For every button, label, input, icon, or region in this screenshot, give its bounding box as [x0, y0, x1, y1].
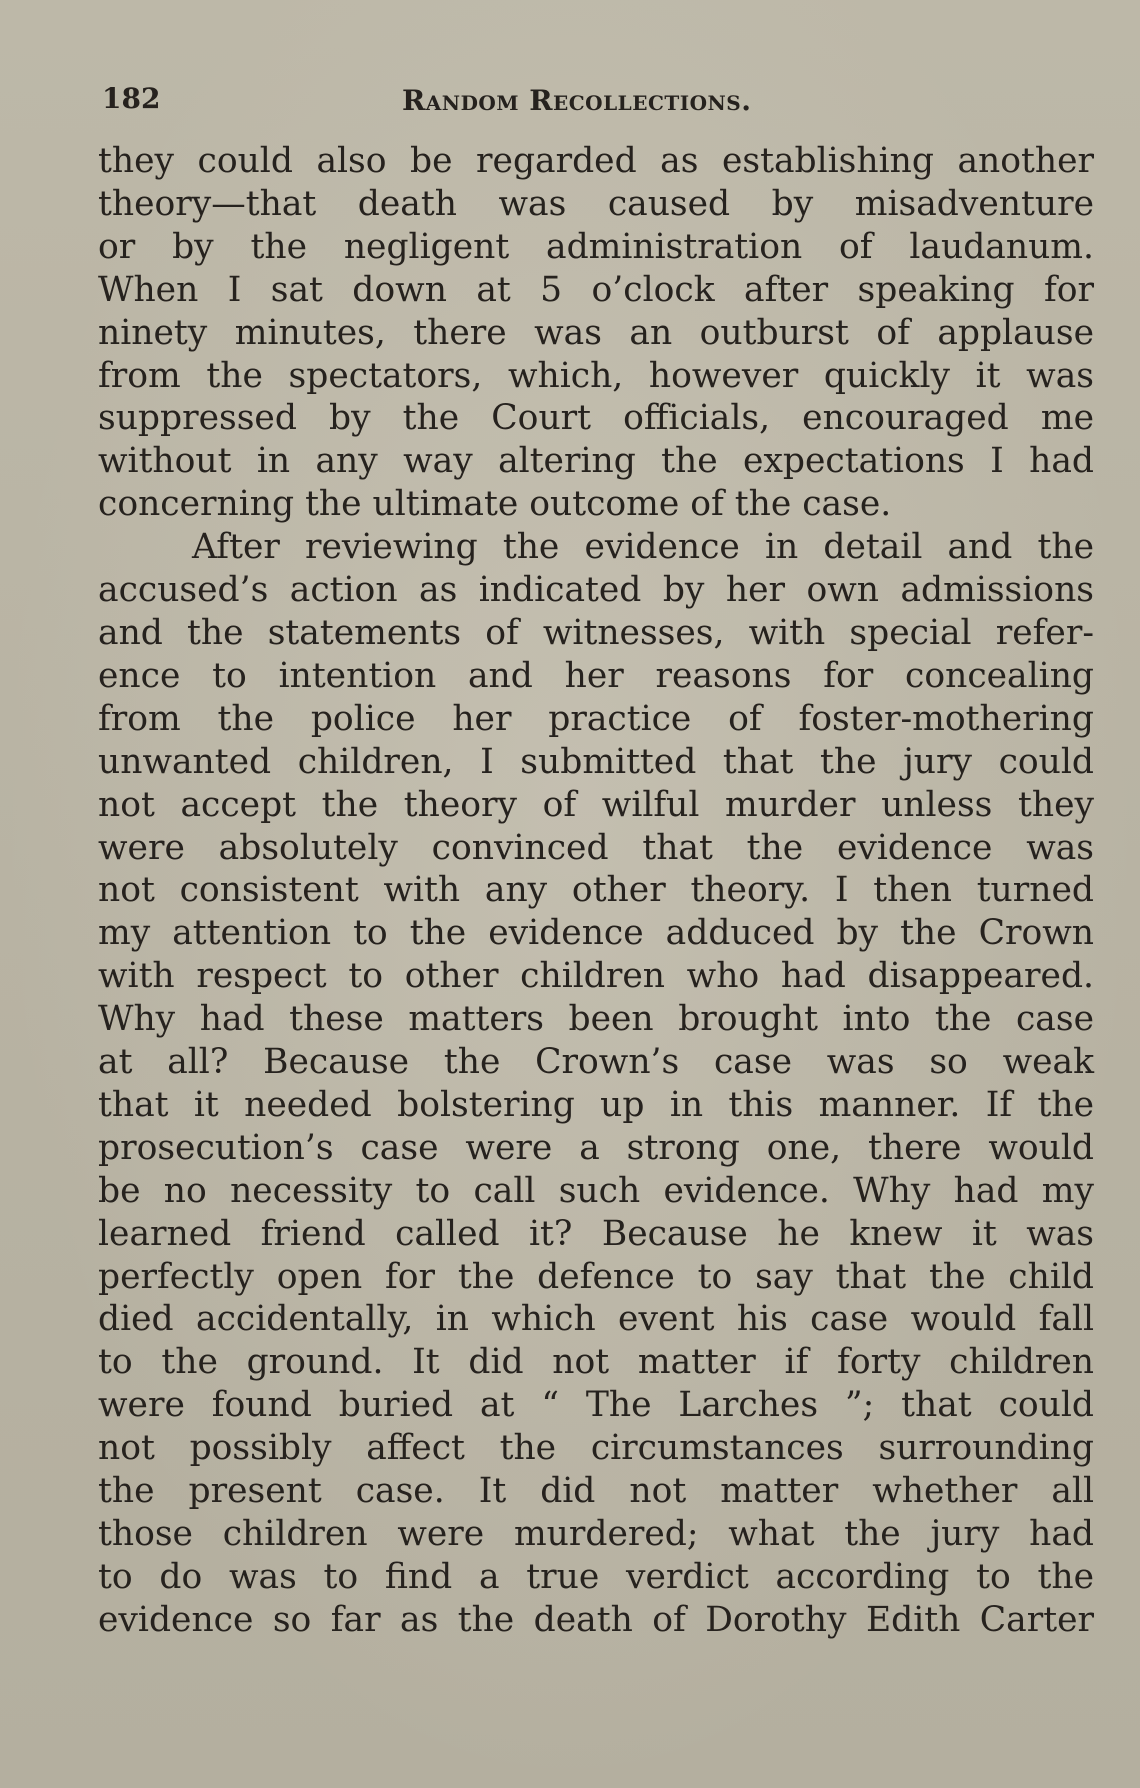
text-line: were found buried at “ The Larches ”; that could	[98, 1385, 1094, 1426]
text-line: suppressed by the Court officials, encouraged me	[98, 398, 1094, 439]
text-line: ninety minutes, there was an outburst of applause	[98, 312, 1094, 353]
text-line: to do was to find a true verdict according to the	[98, 1556, 1094, 1597]
text-line: that it needed bolstering up in this manner. If the	[98, 1084, 1094, 1125]
text-line: not accept the theory of wilful murder unless they	[98, 784, 1094, 825]
text-line: were absolutely convinced that the evidence was	[98, 827, 1094, 868]
text-line: not consistent with any other theory. I then turned	[98, 870, 1094, 911]
text-line: or by the negligent administration of laudanum.	[98, 226, 1094, 267]
text-line: without in any way altering the expectations I had	[98, 441, 1094, 482]
running-title: Random Recollections.	[402, 84, 752, 117]
text-line: unwanted children, I submitted that the jury could	[98, 741, 1094, 782]
text-line: concerning the ultimate outcome of the case.	[98, 484, 892, 525]
text-line: Why had these matters been brought into the case	[98, 999, 1094, 1040]
text-line: not possibly affect the circumstances surrounding	[98, 1428, 1094, 1469]
text-line: died accidentally, in which event his case would fall	[98, 1299, 1094, 1340]
text-line: from the spectators, which, however quickly it was	[98, 355, 1094, 396]
text-line: accused’s action as indicated by her own admissions	[98, 570, 1094, 611]
page-number: 182	[102, 82, 161, 115]
text-line: from the police her practice of foster-mothering	[98, 698, 1094, 739]
text-line: perfectly open for the defence to say that the child	[98, 1256, 1094, 1297]
text-line: ence to intention and her reasons for concealing	[98, 655, 1094, 696]
text-line: with respect to other children who had disappeared.	[98, 956, 1094, 997]
text-line: the present case. It did not matter whether all	[98, 1471, 1094, 1512]
text-line: prosecution’s case were a strong one, there would	[98, 1127, 1094, 1168]
text-line: evidence so far as the death of Dorothy Edith Carter	[98, 1599, 1094, 1640]
text-line: and the statements of witnesses, with special refer-	[98, 612, 1094, 653]
body-text	[98, 140, 1094, 1642]
text-line: those children were murdered; what the jury had	[98, 1514, 1094, 1554]
text-line: theory—that death was caused by misadventure	[98, 183, 1094, 224]
text-line: to the ground. It did not matter if forty children	[98, 1342, 1094, 1383]
text-line: learned friend called it? Because he knew it was	[98, 1213, 1094, 1254]
text-line: When I sat down at 5 o’clock after speaking for	[98, 269, 1094, 310]
text-line: they could also be regarded as establishing another	[98, 141, 1094, 181]
text-line: be no necessity to call such evidence. Why had my	[98, 1170, 1094, 1211]
text-line: my attention to the evidence adduced by the Crown	[98, 913, 1094, 954]
text-line: After reviewing the evidence in detail and the	[192, 527, 1094, 568]
page-header	[102, 78, 1092, 128]
text-line: at all? Because the Crown’s case was so weak	[98, 1042, 1094, 1083]
